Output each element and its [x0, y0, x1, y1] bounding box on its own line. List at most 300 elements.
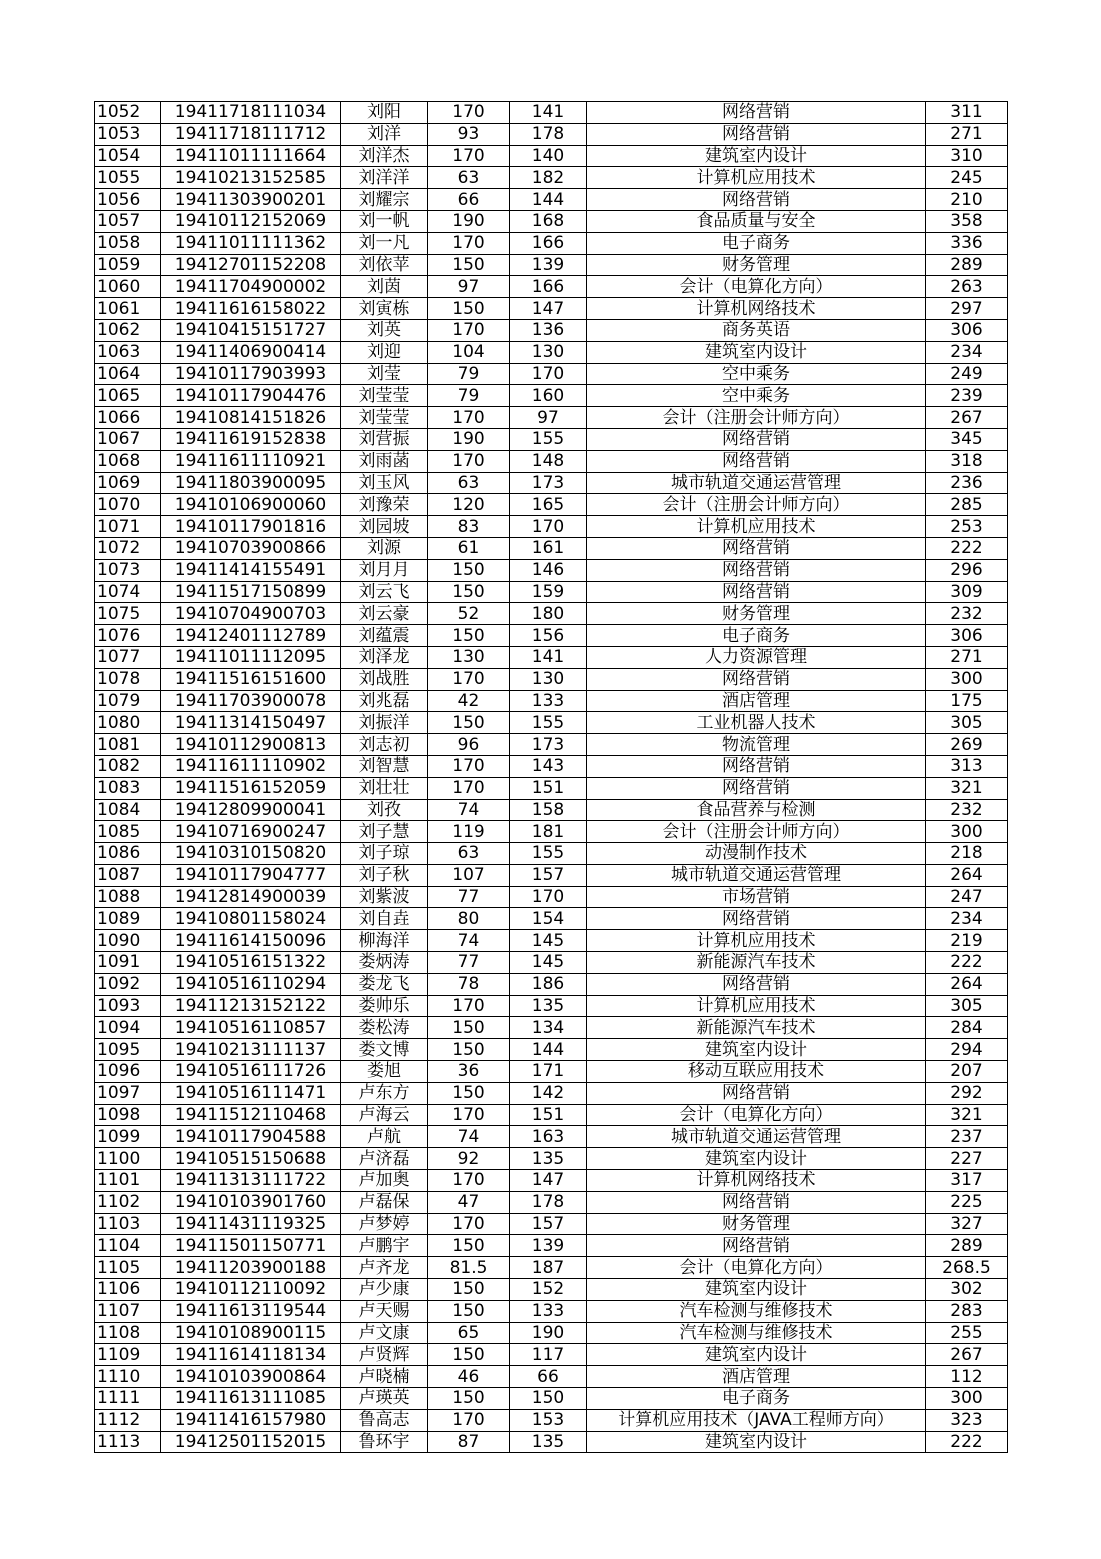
seq-cell: 1081	[95, 734, 161, 756]
exam-id-cell: 19411718111712	[161, 123, 341, 145]
score-a-cell: 170	[428, 145, 510, 167]
seq-cell: 1105	[95, 1257, 161, 1279]
table-row	[95, 210, 1008, 232]
score-b-cell: 143	[510, 755, 587, 777]
name-cell: 鲁环宇	[341, 1431, 428, 1453]
major-cell: 计算机应用技术（JAVA工程师方向）	[587, 1409, 926, 1431]
score-a-cell: 63	[428, 843, 510, 865]
seq-cell: 1065	[95, 385, 161, 407]
score-a-cell: 47	[428, 1191, 510, 1213]
score-b-cell: 133	[510, 690, 587, 712]
seq-cell: 1082	[95, 755, 161, 777]
total-cell: 234	[926, 908, 1008, 930]
seq-cell: 1088	[95, 886, 161, 908]
exam-id-cell: 19411611110921	[161, 450, 341, 472]
score-b-cell: 145	[510, 952, 587, 974]
score-a-cell: 63	[428, 472, 510, 494]
major-cell: 建筑室内设计	[587, 1344, 926, 1366]
name-cell: 娄龙飞	[341, 973, 428, 995]
score-b-cell: 133	[510, 1300, 587, 1322]
score-a-cell: 74	[428, 799, 510, 821]
total-cell: 321	[926, 1104, 1008, 1126]
score-a-cell: 170	[428, 102, 510, 124]
table-row	[95, 581, 1008, 603]
major-cell: 网络营销	[587, 559, 926, 581]
total-cell: 289	[926, 254, 1008, 276]
score-a-cell: 150	[428, 298, 510, 320]
score-a-cell: 150	[428, 581, 510, 603]
seq-cell: 1073	[95, 559, 161, 581]
name-cell: 鲁高志	[341, 1409, 428, 1431]
exam-id-cell: 19410801158024	[161, 908, 341, 930]
score-b-cell: 117	[510, 1344, 587, 1366]
name-cell: 刘耀宗	[341, 189, 428, 211]
table-row	[95, 254, 1008, 276]
seq-cell: 1109	[95, 1344, 161, 1366]
major-cell: 网络营销	[587, 1235, 926, 1257]
major-cell: 计算机应用技术	[587, 167, 926, 189]
seq-cell: 1095	[95, 1039, 161, 1061]
name-cell: 刘莹莹	[341, 385, 428, 407]
exam-id-cell: 19411011111664	[161, 145, 341, 167]
major-cell: 建筑室内设计	[587, 1431, 926, 1453]
table-row	[95, 886, 1008, 908]
exam-id-cell: 19412814900039	[161, 886, 341, 908]
seq-cell: 1107	[95, 1300, 161, 1322]
exam-id-cell: 19411213152122	[161, 995, 341, 1017]
total-cell: 284	[926, 1017, 1008, 1039]
total-cell: 247	[926, 886, 1008, 908]
table-row	[95, 1213, 1008, 1235]
major-cell: 网络营销	[587, 755, 926, 777]
total-cell: 207	[926, 1061, 1008, 1083]
score-b-cell: 146	[510, 559, 587, 581]
score-a-cell: 97	[428, 276, 510, 298]
score-b-cell: 173	[510, 734, 587, 756]
table-body	[95, 102, 1008, 1453]
table-row	[95, 690, 1008, 712]
name-cell: 刘莹莹	[341, 407, 428, 429]
exam-id-cell: 19410716900247	[161, 821, 341, 843]
seq-cell: 1070	[95, 494, 161, 516]
seq-cell: 1094	[95, 1017, 161, 1039]
table-row	[95, 777, 1008, 799]
total-cell: 296	[926, 559, 1008, 581]
name-cell: 卢济磊	[341, 1148, 428, 1170]
table-row	[95, 516, 1008, 538]
table-row	[95, 1126, 1008, 1148]
table-row	[95, 1257, 1008, 1279]
score-a-cell: 120	[428, 494, 510, 516]
score-b-cell: 158	[510, 799, 587, 821]
name-cell: 卢少康	[341, 1279, 428, 1301]
table-row	[95, 1191, 1008, 1213]
score-a-cell: 74	[428, 930, 510, 952]
seq-cell: 1091	[95, 952, 161, 974]
score-a-cell: 42	[428, 690, 510, 712]
exam-id-cell: 19411613111085	[161, 1388, 341, 1410]
score-a-cell: 74	[428, 1126, 510, 1148]
seq-cell: 1054	[95, 145, 161, 167]
table-row	[95, 1344, 1008, 1366]
total-cell: 219	[926, 930, 1008, 952]
score-b-cell: 170	[510, 886, 587, 908]
score-a-cell: 130	[428, 646, 510, 668]
score-a-cell: 150	[428, 1388, 510, 1410]
major-cell: 网络营销	[587, 973, 926, 995]
total-cell: 271	[926, 123, 1008, 145]
score-b-cell: 173	[510, 472, 587, 494]
score-a-cell: 46	[428, 1366, 510, 1388]
name-cell: 娄松涛	[341, 1017, 428, 1039]
total-cell: 227	[926, 1148, 1008, 1170]
score-a-cell: 150	[428, 1017, 510, 1039]
score-a-cell: 170	[428, 407, 510, 429]
major-cell: 会计（电算化方向）	[587, 276, 926, 298]
score-b-cell: 190	[510, 1322, 587, 1344]
score-b-cell: 163	[510, 1126, 587, 1148]
score-b-cell: 166	[510, 276, 587, 298]
name-cell: 卢海云	[341, 1104, 428, 1126]
table-row	[95, 646, 1008, 668]
total-cell: 255	[926, 1322, 1008, 1344]
total-cell: 175	[926, 690, 1008, 712]
table-row	[95, 1017, 1008, 1039]
name-cell: 刘智慧	[341, 755, 428, 777]
exam-id-cell: 19411416157980	[161, 1409, 341, 1431]
major-cell: 建筑室内设计	[587, 145, 926, 167]
name-cell: 刘雨菡	[341, 450, 428, 472]
table-row	[95, 1235, 1008, 1257]
seq-cell: 1078	[95, 668, 161, 690]
exam-id-cell: 19410112900813	[161, 734, 341, 756]
exam-id-cell: 19410103900864	[161, 1366, 341, 1388]
total-cell: 249	[926, 363, 1008, 385]
score-b-cell: 139	[510, 1235, 587, 1257]
name-cell: 刘月月	[341, 559, 428, 581]
table-row	[95, 298, 1008, 320]
exam-id-cell: 19411616158022	[161, 298, 341, 320]
table-row	[95, 625, 1008, 647]
table-row	[95, 276, 1008, 298]
score-a-cell: 170	[428, 1409, 510, 1431]
name-cell: 刘孜	[341, 799, 428, 821]
table-row	[95, 1279, 1008, 1301]
table-row	[95, 1039, 1008, 1061]
seq-cell: 1112	[95, 1409, 161, 1431]
total-cell: 292	[926, 1082, 1008, 1104]
score-a-cell: 79	[428, 363, 510, 385]
name-cell: 娄文博	[341, 1039, 428, 1061]
table-row	[95, 537, 1008, 559]
major-cell: 食品质量与安全	[587, 210, 926, 232]
score-a-cell: 190	[428, 428, 510, 450]
score-a-cell: 92	[428, 1148, 510, 1170]
score-a-cell: 80	[428, 908, 510, 930]
score-a-cell: 170	[428, 668, 510, 690]
score-a-cell: 77	[428, 952, 510, 974]
score-a-cell: 52	[428, 603, 510, 625]
major-cell: 计算机应用技术	[587, 995, 926, 1017]
seq-cell: 1110	[95, 1366, 161, 1388]
table-row	[95, 385, 1008, 407]
seq-cell: 1087	[95, 864, 161, 886]
score-a-cell: 66	[428, 189, 510, 211]
name-cell: 娄炳涛	[341, 952, 428, 974]
score-a-cell: 119	[428, 821, 510, 843]
name-cell: 卢梦婷	[341, 1213, 428, 1235]
score-a-cell: 87	[428, 1431, 510, 1453]
major-cell: 网络营销	[587, 777, 926, 799]
table-row	[95, 1300, 1008, 1322]
score-a-cell: 63	[428, 167, 510, 189]
exam-id-cell: 19412701152208	[161, 254, 341, 276]
seq-cell: 1080	[95, 712, 161, 734]
table-row	[95, 1366, 1008, 1388]
name-cell: 刘子琼	[341, 843, 428, 865]
major-cell: 城市轨道交通运营管理	[587, 1126, 926, 1148]
total-cell: 327	[926, 1213, 1008, 1235]
major-cell: 建筑室内设计	[587, 341, 926, 363]
major-cell: 会计（电算化方向）	[587, 1104, 926, 1126]
name-cell: 卢加奥	[341, 1170, 428, 1192]
total-cell: 306	[926, 625, 1008, 647]
seq-cell: 1067	[95, 428, 161, 450]
seq-cell: 1077	[95, 646, 161, 668]
score-a-cell: 170	[428, 1104, 510, 1126]
major-cell: 网络营销	[587, 102, 926, 124]
seq-cell: 1102	[95, 1191, 161, 1213]
major-cell: 物流管理	[587, 734, 926, 756]
exam-id-cell: 19410516110857	[161, 1017, 341, 1039]
name-cell: 娄帅乐	[341, 995, 428, 1017]
major-cell: 建筑室内设计	[587, 1279, 926, 1301]
major-cell: 电子商务	[587, 1388, 926, 1410]
score-a-cell: 150	[428, 712, 510, 734]
seq-cell: 1066	[95, 407, 161, 429]
major-cell: 网络营销	[587, 1191, 926, 1213]
major-cell: 计算机网络技术	[587, 298, 926, 320]
table-row	[95, 995, 1008, 1017]
score-b-cell: 153	[510, 1409, 587, 1431]
score-b-cell: 142	[510, 1082, 587, 1104]
total-cell: 237	[926, 1126, 1008, 1148]
major-cell: 网络营销	[587, 908, 926, 930]
name-cell: 刘蕴震	[341, 625, 428, 647]
table-row	[95, 603, 1008, 625]
seq-cell: 1090	[95, 930, 161, 952]
major-cell: 网络营销	[587, 189, 926, 211]
name-cell: 刘云飞	[341, 581, 428, 603]
score-b-cell: 130	[510, 668, 587, 690]
seq-cell: 1085	[95, 821, 161, 843]
score-b-cell: 150	[510, 1388, 587, 1410]
table-row	[95, 908, 1008, 930]
seq-cell: 1061	[95, 298, 161, 320]
major-cell: 会计（注册会计师方向）	[587, 407, 926, 429]
exam-id-cell: 19411314150497	[161, 712, 341, 734]
seq-cell: 1064	[95, 363, 161, 385]
name-cell: 卢磊保	[341, 1191, 428, 1213]
total-cell: 236	[926, 472, 1008, 494]
name-cell: 刘豫荣	[341, 494, 428, 516]
name-cell: 卢瑛英	[341, 1388, 428, 1410]
exam-id-cell: 19411303900201	[161, 189, 341, 211]
seq-cell: 1053	[95, 123, 161, 145]
exam-id-cell: 19410213111137	[161, 1039, 341, 1061]
seq-cell: 1059	[95, 254, 161, 276]
table-row	[95, 407, 1008, 429]
name-cell: 卢天赐	[341, 1300, 428, 1322]
total-cell: 232	[926, 603, 1008, 625]
seq-cell: 1076	[95, 625, 161, 647]
score-b-cell: 170	[510, 363, 587, 385]
total-cell: 264	[926, 864, 1008, 886]
table-row	[95, 145, 1008, 167]
score-a-cell: 170	[428, 995, 510, 1017]
major-cell: 商务英语	[587, 319, 926, 341]
score-b-cell: 148	[510, 450, 587, 472]
seq-cell: 1104	[95, 1235, 161, 1257]
total-cell: 302	[926, 1279, 1008, 1301]
total-cell: 268.5	[926, 1257, 1008, 1279]
score-b-cell: 159	[510, 581, 587, 603]
exam-id-cell: 19411619152838	[161, 428, 341, 450]
table-row	[95, 363, 1008, 385]
exam-id-cell: 19410108900115	[161, 1322, 341, 1344]
exam-id-cell: 19412501152015	[161, 1431, 341, 1453]
major-cell: 计算机应用技术	[587, 516, 926, 538]
major-cell: 空中乘务	[587, 385, 926, 407]
total-cell: 285	[926, 494, 1008, 516]
score-b-cell: 151	[510, 777, 587, 799]
exam-id-cell: 19411203900188	[161, 1257, 341, 1279]
score-b-cell: 135	[510, 995, 587, 1017]
total-cell: 225	[926, 1191, 1008, 1213]
major-cell: 汽车检测与维修技术	[587, 1322, 926, 1344]
table-row	[95, 799, 1008, 821]
score-a-cell: 190	[428, 210, 510, 232]
major-cell: 网络营销	[587, 668, 926, 690]
score-a-cell: 170	[428, 232, 510, 254]
seq-cell: 1069	[95, 472, 161, 494]
name-cell: 刘泽龙	[341, 646, 428, 668]
total-cell: 297	[926, 298, 1008, 320]
total-cell: 313	[926, 755, 1008, 777]
major-cell: 新能源汽车技术	[587, 1017, 926, 1039]
total-cell: 210	[926, 189, 1008, 211]
seq-cell: 1099	[95, 1126, 161, 1148]
score-b-cell: 152	[510, 1279, 587, 1301]
exam-id-cell: 19410213152585	[161, 167, 341, 189]
score-b-cell: 147	[510, 1170, 587, 1192]
score-a-cell: 150	[428, 254, 510, 276]
table-row	[95, 930, 1008, 952]
exam-id-cell: 19411431119325	[161, 1213, 341, 1235]
score-b-cell: 140	[510, 145, 587, 167]
table-row	[95, 341, 1008, 363]
major-cell: 电子商务	[587, 625, 926, 647]
score-b-cell: 151	[510, 1104, 587, 1126]
seq-cell: 1074	[95, 581, 161, 603]
name-cell: 刘源	[341, 537, 428, 559]
exam-id-cell: 19411414155491	[161, 559, 341, 581]
total-cell: 264	[926, 973, 1008, 995]
seq-cell: 1060	[95, 276, 161, 298]
table-row	[95, 668, 1008, 690]
major-cell: 网络营销	[587, 450, 926, 472]
score-b-cell: 165	[510, 494, 587, 516]
score-b-cell: 178	[510, 1191, 587, 1213]
seq-cell: 1084	[95, 799, 161, 821]
seq-cell: 1071	[95, 516, 161, 538]
major-cell: 会计（电算化方向）	[587, 1257, 926, 1279]
total-cell: 289	[926, 1235, 1008, 1257]
name-cell: 卢航	[341, 1126, 428, 1148]
table-row	[95, 1170, 1008, 1192]
major-cell: 城市轨道交通运营管理	[587, 472, 926, 494]
major-cell: 财务管理	[587, 254, 926, 276]
total-cell: 300	[926, 668, 1008, 690]
seq-cell: 1062	[95, 319, 161, 341]
seq-cell: 1075	[95, 603, 161, 625]
score-a-cell: 61	[428, 537, 510, 559]
score-a-cell: 150	[428, 625, 510, 647]
exam-id-cell: 19412401112789	[161, 625, 341, 647]
major-cell: 网络营销	[587, 123, 926, 145]
score-b-cell: 144	[510, 189, 587, 211]
table-row	[95, 472, 1008, 494]
name-cell: 刘洋	[341, 123, 428, 145]
score-a-cell: 78	[428, 973, 510, 995]
score-b-cell: 182	[510, 167, 587, 189]
total-cell: 222	[926, 952, 1008, 974]
score-a-cell: 150	[428, 1279, 510, 1301]
seq-cell: 1072	[95, 537, 161, 559]
exam-id-cell: 19411516152059	[161, 777, 341, 799]
score-a-cell: 150	[428, 1235, 510, 1257]
exam-id-cell: 19411718111034	[161, 102, 341, 124]
table-row	[95, 1061, 1008, 1083]
score-a-cell: 77	[428, 886, 510, 908]
seq-cell: 1096	[95, 1061, 161, 1083]
score-b-cell: 166	[510, 232, 587, 254]
total-cell: 336	[926, 232, 1008, 254]
name-cell: 柳海洋	[341, 930, 428, 952]
major-cell: 酒店管理	[587, 690, 926, 712]
major-cell: 人力资源管理	[587, 646, 926, 668]
total-cell: 267	[926, 1344, 1008, 1366]
exam-id-cell: 19411613119544	[161, 1300, 341, 1322]
table-row	[95, 123, 1008, 145]
seq-cell: 1057	[95, 210, 161, 232]
seq-cell: 1089	[95, 908, 161, 930]
exam-id-cell: 19410117901816	[161, 516, 341, 538]
major-cell: 食品营养与检测	[587, 799, 926, 821]
score-a-cell: 81.5	[428, 1257, 510, 1279]
name-cell: 娄旭	[341, 1061, 428, 1083]
major-cell: 会计（注册会计师方向）	[587, 494, 926, 516]
total-cell: 345	[926, 428, 1008, 450]
major-cell: 计算机网络技术	[587, 1170, 926, 1192]
name-cell: 刘迎	[341, 341, 428, 363]
seq-cell: 1108	[95, 1322, 161, 1344]
exam-id-cell: 19410117903993	[161, 363, 341, 385]
score-b-cell: 147	[510, 298, 587, 320]
major-cell: 移动互联应用技术	[587, 1061, 926, 1083]
score-b-cell: 171	[510, 1061, 587, 1083]
name-cell: 刘洋杰	[341, 145, 428, 167]
